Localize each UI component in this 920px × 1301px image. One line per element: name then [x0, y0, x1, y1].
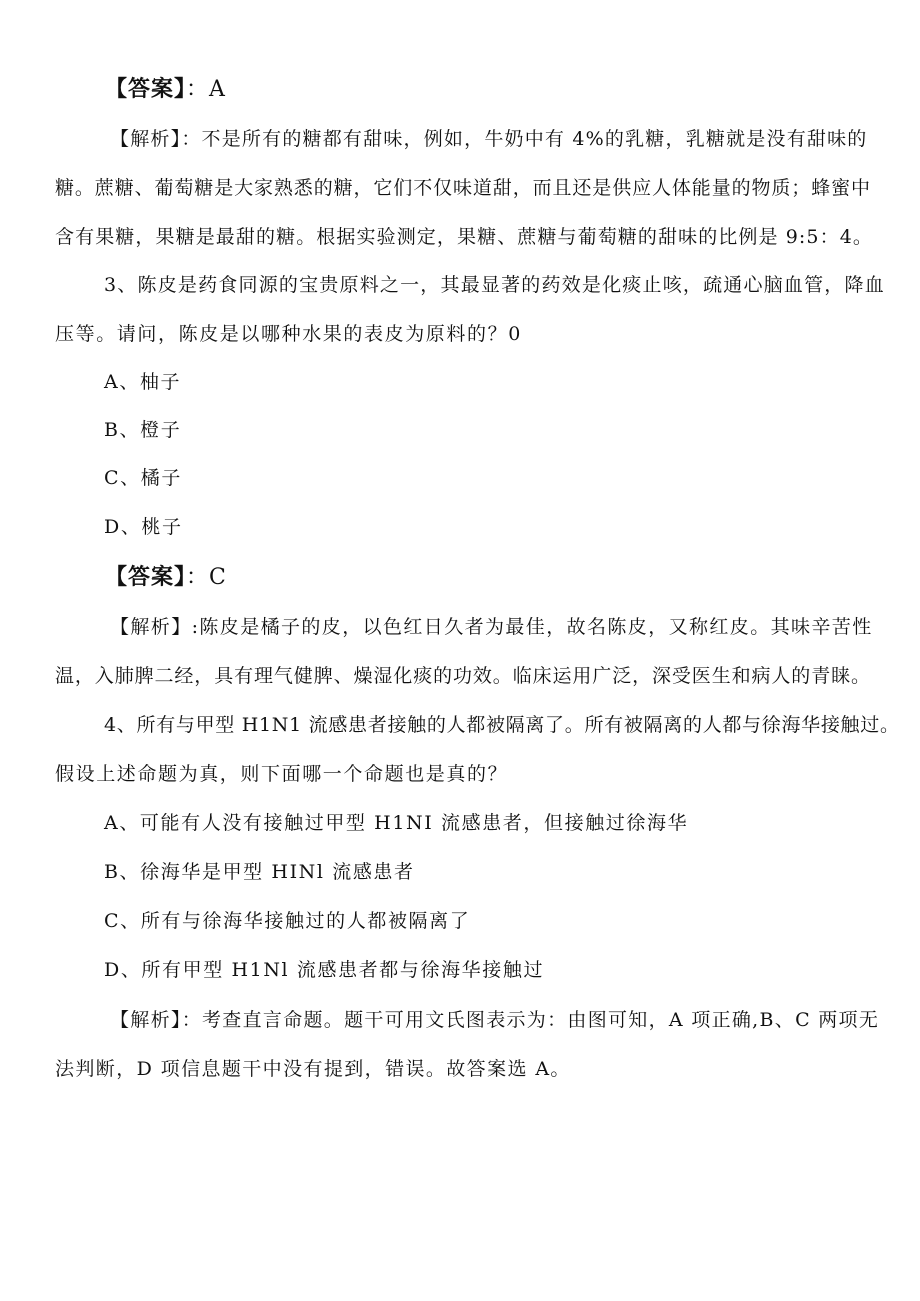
question-4-option-c: C、所有与徐海华接触过的人都被隔离了	[104, 910, 471, 932]
explanation-text: :陈皮是橘子的皮，以色红日久者为最佳，故名陈皮，又称红皮。其味辛苦性	[191, 616, 873, 638]
explanation-text: ：不是所有的糖都有甜味，例如，牛奶中有 4%的乳糖，乳糖就是没有甜味的	[181, 128, 868, 150]
question-4-option-b: B、徐海华是甲型 HINl 流感患者	[104, 861, 415, 883]
question-4-option-d: D、所有甲型 H1Nl 流感患者都与徐海华接触过	[104, 959, 545, 981]
question-3-option-d: D、桃子	[104, 516, 183, 538]
answer-label: 【答案】	[105, 77, 187, 102]
explanation-3-line-1	[110, 1008, 879, 1032]
answer-line-1	[105, 76, 226, 104]
question-4-option-a: A、可能有人没有接触过甲型 H1NI 流感患者，但接触过徐海华	[104, 812, 689, 834]
explanation-label: 【解析】	[110, 616, 192, 638]
answer-value: ：A	[186, 77, 226, 102]
explanation-1-line-1	[110, 127, 868, 151]
explanation-text: ：考查直言命题。题干可用文氏图表示为：由图可知，A 项正确,B、C 两项无	[181, 1009, 880, 1031]
explanation-label: 【解析】	[110, 1009, 182, 1031]
question-3-line-1: 3、陈皮是药食同源的宝贵原料之一，其最显著的药效是化痰止咳，疏通心脑血管，降血	[104, 274, 885, 296]
explanation-1-line-3: 含有果糖，果糖是最甜的糖。根据实验测定，果糖、蔗糖与葡萄糖的甜味的比例是 9:5：4。	[55, 226, 874, 248]
question-3-line-2: 压等。请问，陈皮是以哪种水果的表皮为原料的？0	[55, 323, 522, 345]
explanation-3-line-2: 法判断，D 项信息题干中没有提到，错误。故答案选 A。	[55, 1058, 571, 1080]
explanation-2-line-1	[110, 615, 873, 639]
question-3-option-b: B、橙子	[104, 419, 182, 441]
question-3-option-a: A、柚子	[104, 371, 182, 393]
question-4-line-2: 假设上述命题为真，则下面哪一个命题也是真的？	[55, 763, 509, 785]
explanation-2-line-2: 温，入肺脾二经，具有理气健脾、燥湿化痰的功效。临床运用广泛，深受医生和病人的青睐。	[55, 665, 871, 687]
explanation-1-line-2: 糖。蔗糖、葡萄糖是大家熟悉的糖，它们不仅味道甜，而且还是供应人体能量的物质；蜂蜜中	[55, 177, 871, 199]
question-4-line-1: 4、所有与甲型 H1N1 流感患者接触的人都被隔离了。所有被隔离的人都与徐海华接触过。	[104, 714, 900, 736]
answer-value: ：C	[186, 565, 227, 590]
answer-label: 【答案】	[105, 565, 187, 590]
explanation-label: 【解析】	[110, 128, 182, 150]
question-3-option-c: C、橘子	[104, 467, 182, 489]
answer-line-2	[105, 564, 227, 592]
